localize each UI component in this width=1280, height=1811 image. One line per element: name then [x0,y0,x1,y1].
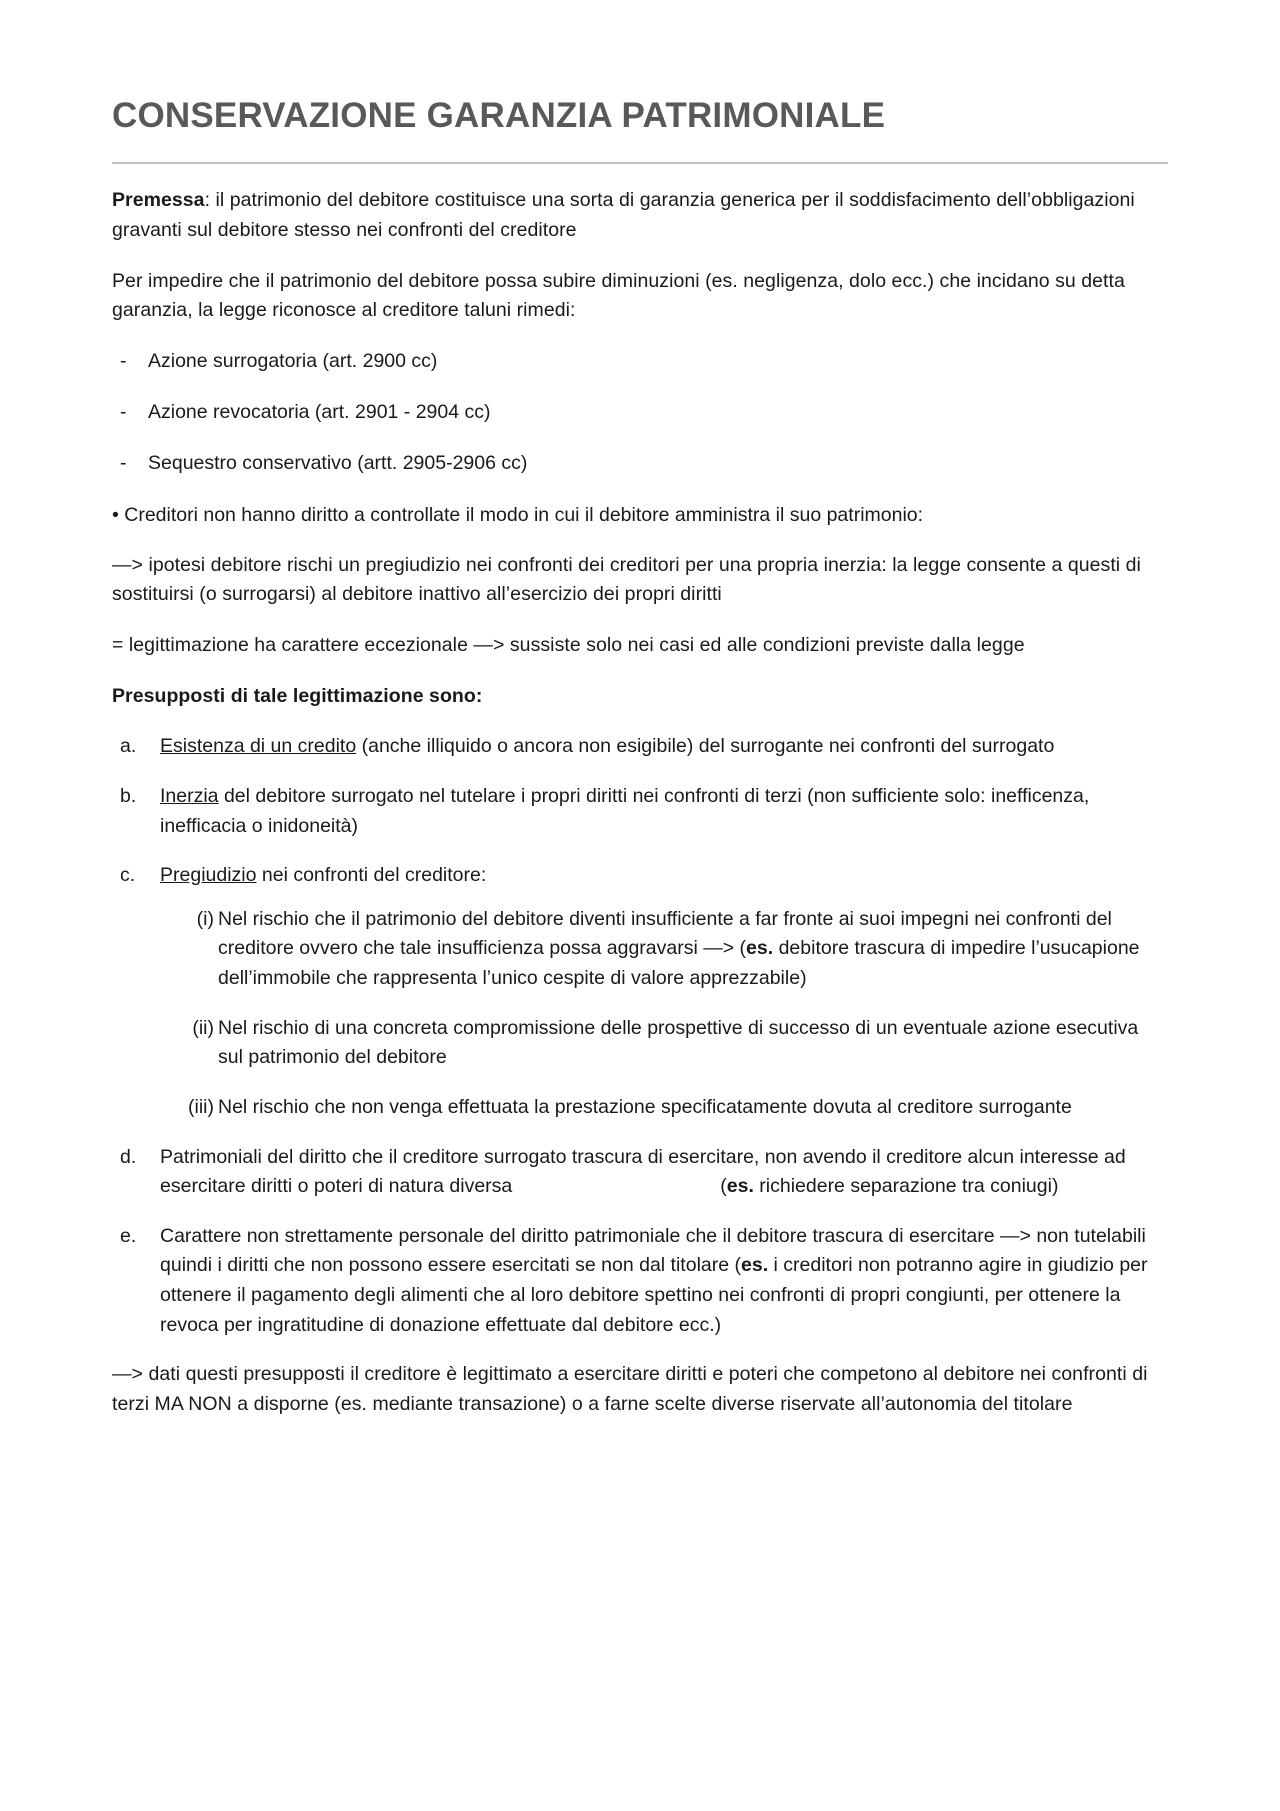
item-d-open-paren: ( [720,1175,727,1198]
list-item [112,449,1168,478]
sub-list-item-iii [160,1093,1168,1123]
sub-item-i-text-after: debitore trascura di impedire l’usucapione dell’immobile che rappresenta l’unico cespite di valore apprezzabile) [218,937,1140,989]
roman-marker: (iii) [188,1095,214,1118]
list-item-a [112,732,1168,762]
remedy-label: Azione surrogatoria (art. 2900 cc) [148,349,438,372]
presupposti-list [112,732,1168,1340]
es-label: es. [741,1254,769,1277]
letter-marker: a. [120,735,137,758]
sub-list-item-i [160,905,1168,994]
page-title: CONSERVAZIONE GARANZIA PATRIMONIALE [112,96,886,135]
letter-marker: e. [120,1224,137,1247]
dash-marker-icon: - [120,401,127,423]
title-divider [112,162,1168,164]
equals-paragraph: = legittimazione ha carattere eccezionale —> sussiste solo nei casi ed alle condizioni previste dalla legge [112,634,1025,656]
remedies-list [112,347,1168,479]
roman-marker: (ii) [192,1016,214,1039]
letter-marker: c. [120,864,136,887]
intro-paragraph: Per impedire che il patrimonio del debitore possa subire diminuzioni (es. negligenza, dolo ecc.) che incidano su detta garanzia, la legge riconosce al creditore taluni rimedi: [112,269,1125,322]
remedy-label: Sequestro conservativo (artt. 2905-2906 cc) [148,452,528,475]
list-item [112,398,1168,427]
dash-marker-icon: - [120,452,127,475]
item-e-text-after: i creditori non potranno agire in giudizio per ottenere il pagamento degli alimenti che al loro debitore spettino nei confronti di propri congiunti, per ottenere la revoca per ingratitudine di donazione effettuate dal debitore ecc.) [160,1254,1148,1336]
roman-marker: (i) [196,907,214,930]
es-label: es. [746,937,774,960]
term-esistenza-credito: Esistenza di un credito [160,735,357,758]
item-d-text-before-gap: Patrimoniali del diritto che il creditore surrogato trascura di esercitare, non avendo il creditore alcun interesse ad esercitare diritti o poteri di natura diversa [160,1145,1126,1198]
sub-list-item-ii [160,1014,1168,1073]
premessa-label: Premessa [112,189,205,212]
letter-marker: d. [120,1145,137,1168]
term-pregiudizio: Pregiudizio [160,864,257,887]
es-label: es. [726,1175,754,1198]
premessa-paragraph [112,186,1168,245]
sub-item-ii-text: Nel rischio di una concreta compromissione delle prospettive di successo di un eventuale azione esecutiva sul patrimonio del debitore [218,1016,1139,1069]
premessa-text: il patrimonio del debitore costituisce una sorta di garanzia generica per il soddisfacimento dell’obbligazioni gravanti sul debitore stesso nei confronti del creditore [112,189,1135,241]
premessa-colon: : [204,189,216,212]
bullet-note-paragraph: • Creditori non hanno diritto a controllate il modo in cui il debitore amministra il suo patrimonio: [112,503,924,526]
closing-paragraph: —> dati questi presupposti il creditore è legittimato a esercitare diritti e poteri che competono al debitore nei confronti di terzi MA NON a disporne (es. mediante transazione) o a farne scelte diverse riservate all’autonomia del titolare [112,1363,1148,1415]
term-inerzia: Inerzia [160,784,219,807]
item-a-text: (anche illiquido o ancora non esigibile) del surrogante nei confronti del surrogato [356,735,1055,758]
pregiudizio-sublist [160,905,1168,1123]
sub-item-iii-text: Nel rischio che non venga effettuata la prestazione specificatamente dovuta al creditore surrogante [218,1095,1072,1118]
list-item-b [112,782,1168,841]
list-item [112,347,1168,376]
item-d-text-after: richiedere separazione tra coniugi) [753,1175,1059,1198]
sub-item-i-text-before: Nel rischio che il patrimonio del debitore diventi insufficiente a far fronte ai suoi impegni nei confronti del creditore ovvero che tale insufficienza possa aggravarsi —> ( [218,907,1112,960]
item-b-text: del debitore surrogato nel tutelare i propri diritti nei confronti di terzi (non sufficiente solo: inefficenza, inefficacia o inidoneità) [160,784,1090,837]
presupposti-heading: Presupposti di tale legittimazione sono: [112,684,483,707]
item-c-text: nei confronti del creditore: [256,864,487,887]
list-item-d [112,1143,1168,1202]
list-item-e [112,1222,1168,1341]
item-e-text-before: Carattere non strettamente personale del diritto patrimoniale che il debitore trascura di esercitare —> non tutelabili quindi i diritti che non possono essere esercitati se non dal titolare ( [160,1224,1146,1277]
dash-marker-icon: - [120,349,127,372]
letter-marker: b. [120,784,137,807]
remedy-label: Azione revocatoria (art. 2901 - 2904 cc) [148,401,491,423]
arrow-paragraph: —> ipotesi debitore rischi un pregiudizio nei confronti dei creditori per una propria inerzia: la legge consente a questi di sostituirsi (o surrogarsi) al debitore inattivo all’esercizio dei propri diritti [112,553,1141,606]
list-item-c [112,861,1168,1122]
